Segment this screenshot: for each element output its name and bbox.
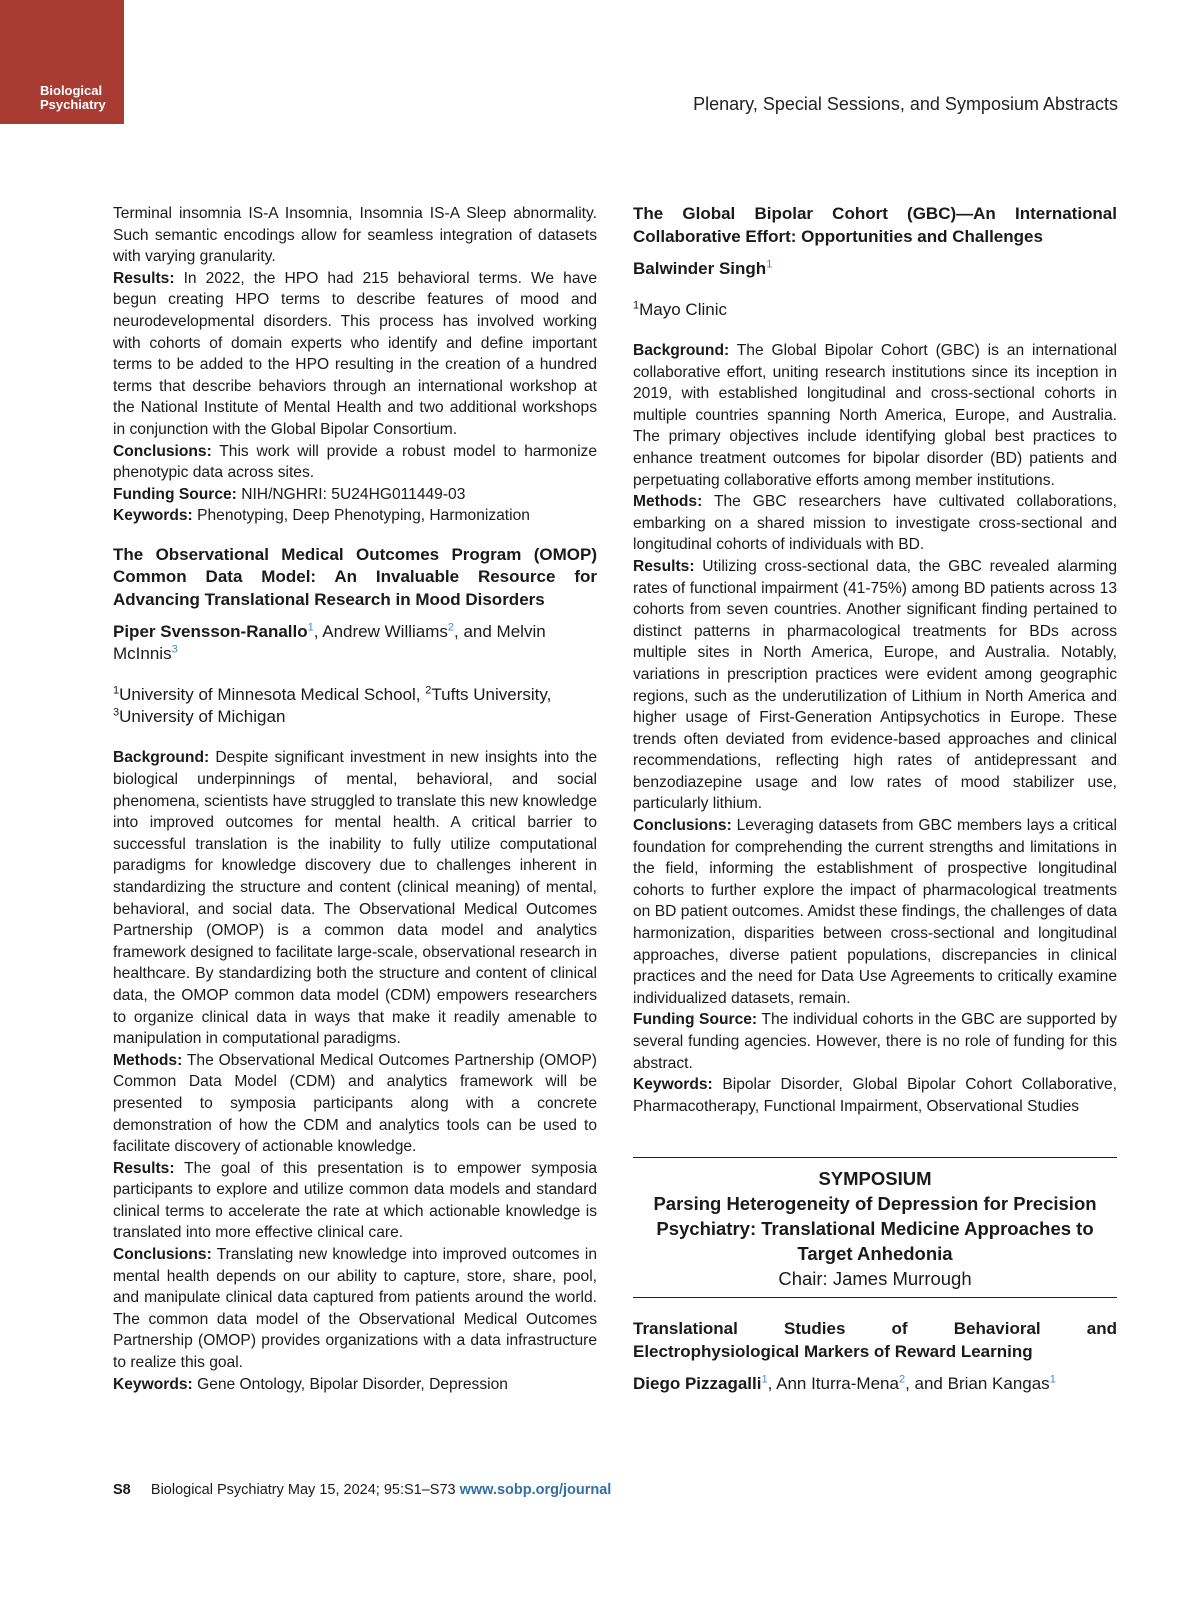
intro-paragraph: Terminal insomnia IS-A Insomnia, Insomnia IS-A Sleep abnormality. Such semantic encodings allow for seamless integration of datasets with varying granularity.	[113, 205, 597, 266]
citation: Biological Psychiatry May 15, 2024; 95:S1–S73	[150, 1482, 456, 1498]
gbc-authors: Balwinder Singh$^1$	[633, 258, 773, 278]
omop-authors: Piper Svensson-Ranallo$^1$, Andrew Williams$^2$, and Melvin McInnis$^3$	[113, 621, 546, 664]
hpo-keywords: Keywords: Phenotyping, Deep Phenotyping, Harmonization	[113, 507, 530, 525]
gbc-background: Background: The Global Bipolar Cohort (GBC) is an international collaborative effort, uniting research institutions since its inception in 2019, with established longitudinal and cross-sectional cohorts in multiple countries spanning North America, Europe, and Australia. The primary objectives include identifying global best practices to enhance treatment outcomes for bipolar disorder (BD) patients and perpetuating collaborative efforts among member institutions.	[633, 342, 1117, 489]
omop-methods: Methods: The Observational Medical Outcomes Partnership (OMOP) Common Data Model (CDM) and analytics framework will be presented to symposia participants along with a concrete demonstration of how the CDM and analytics tools can be used to facilitate discovery of actionable knowledge.	[113, 1051, 597, 1156]
omop-affiliations: $^1$University of Minnesota Medical School, $^2$Tufts University, $^3$University of Michigan	[113, 684, 552, 727]
gbc-methods: Methods: The GBC researchers have cultivated collaborations, embarking on a shared mission to investigate cross-sectional and longitudinal cohorts of individuals with BD.	[633, 493, 1117, 554]
omop-title: The Observational Medical Outcomes Program (OMOP) Common Data Model: An Invaluable Resource for Advancing Translational Research in Mood Disorders	[113, 544, 597, 609]
gbc-funding: Funding Source: The individual cohorts in the GBC are supported by several funding agencies. However, there is no role of funding for this abstract.	[633, 1011, 1117, 1072]
omop-conclusions: Conclusions: Translating new knowledge into improved outcomes in mental health depends on our ability to capture, store, share, pool, and manipulate clinical data captured from patients around the world. The common data model of the Observational Medical Outcomes Partnership (OMOP) provides organizations with a data infrastructure to realize this goal.	[113, 1246, 597, 1372]
symposium-label: SYMPOSIUM	[818, 1168, 932, 1190]
gbc-keywords: Keywords: Bipolar Disorder, Global Bipolar Cohort Collaborative, Pharmacotherapy, Functional Impairment, Observational Studies	[633, 1076, 1117, 1115]
gbc-results: Results: Utilizing cross-sectional data, the GBC revealed alarming rates of functional impairment (41-75%) among BD patients across 13 cohorts from seven countries. Another significant finding pertained to distinct patterns in pharmacological treatments for BDs across multiple sites in North America, Europe, and Australia. Notably, variations in prescription practices were evident among geographic regions, such as the underutilization of Lithium in North America and higher usage of First-Generation Antipsychotics in Europe. These trends often deviated from evidence-based approaches and clinical recommendations, reflecting high rates of antidepressant and benzodiazepine usage and low rates of mood stabilizer use, particularly lithium.	[633, 557, 1117, 813]
gbc-title: The Global Bipolar Cohort (GBC)—An International Collaborative Effort: Opportunities and Challenges	[633, 204, 1117, 246]
left-column	[113, 203, 597, 1395]
page-footer	[113, 1482, 611, 1498]
symposium-box	[633, 1157, 1117, 1298]
symposium-title: Parsing Heterogeneity of Depression for Precision Psychiatry: Translational Medicine Approaches to Target Anhedonia	[653, 1193, 1097, 1265]
hpo-results: Results: In 2022, the HPO had 215 behavioral terms. We have begun creating HPO terms to describe features of mood and neurodevelopmental disorders. This process has involved working with cohorts of domain experts who identify and define important terms to be added to the HPO resulting in the creation of a hundred terms that describe behaviors through an international workshop at the National Institute of Mental Health and two additional workshops in conjunction with the Global Bipolar Consortium.	[113, 269, 597, 438]
reward-authors: Diego Pizzagalli$^1$, Ann Iturra-Mena$^2$, and Brian Kangas$^1$	[633, 1373, 1056, 1394]
hpo-funding: Funding Source: NIH/NGHRI: 5U24HG011449-03	[113, 485, 466, 503]
symposium-chair: Chair: James Murrough	[778, 1268, 972, 1290]
gbc-affiliation: $^1$Mayo Clinic	[633, 299, 727, 319]
reward-title: Translational Studies of Behavioral and Electrophysiological Markers of Reward Learning	[633, 1319, 1117, 1361]
running-head: Plenary, Special Sessions, and Symposium Abstracts	[693, 94, 1118, 114]
omop-results: Results: The goal of this presentation is to empower symposia participants to explore and utilize common data models and standard clinical terms to accelerate the rate at which actionable knowledge is translated into more effective clinical care.	[113, 1159, 597, 1242]
right-column	[633, 203, 1117, 1414]
omop-background: Background: Despite significant investment in new insights into the biological underpinnings of mental, behavioral, and social phenomena, scientists have struggled to translate this new knowledge into improved outcomes for mental health. A critical barrier to successful translation is the inability to fully utilize computational paradigms for knowledge discovery due to challenges inherent in standardizing the structure and content (clinical meaning) of mental, behavioral, and social data. The Observational Medical Outcomes Partnership (OMOP) is a common data model and analytics framework designed to facilitate large-scale, observational research in healthcare. By standardizing both the structure and content of clinical data, the OMOP common data model (CDM) empowers researchers to organize clinical data in ways that make it readily amenable to manipulation in computational paradigms.	[113, 749, 597, 1048]
page-number: S8	[113, 1482, 131, 1498]
omop-keywords: Keywords: Gene Ontology, Bipolar Disorder, Depression	[113, 1375, 508, 1393]
journal-link[interactable]: www.sobp.org/journal	[459, 1482, 612, 1498]
journal-badge	[0, 0, 124, 124]
hpo-conclusions: Conclusions: This work will provide a robust model to harmonize phenotypic data across sites.	[113, 442, 597, 482]
journal-badge-text: Biological Psychiatry	[40, 83, 106, 112]
gbc-conclusions: Conclusions: Leveraging datasets from GBC members lays a critical foundation for comprehending the current strengths and limitations in the field, informing the establishment of prospective longitudinal cohorts to further explore the impact of pharmacological treatments on BD patient outcomes. Amidst these findings, the challenges of data harmonization, disparities between cross-sectional and longitudinal approaches, diverse patient populations, discrepancies in clinical practices and the need for Data Use Agreements to critically examine individualized datasets, remain.	[633, 817, 1117, 1007]
